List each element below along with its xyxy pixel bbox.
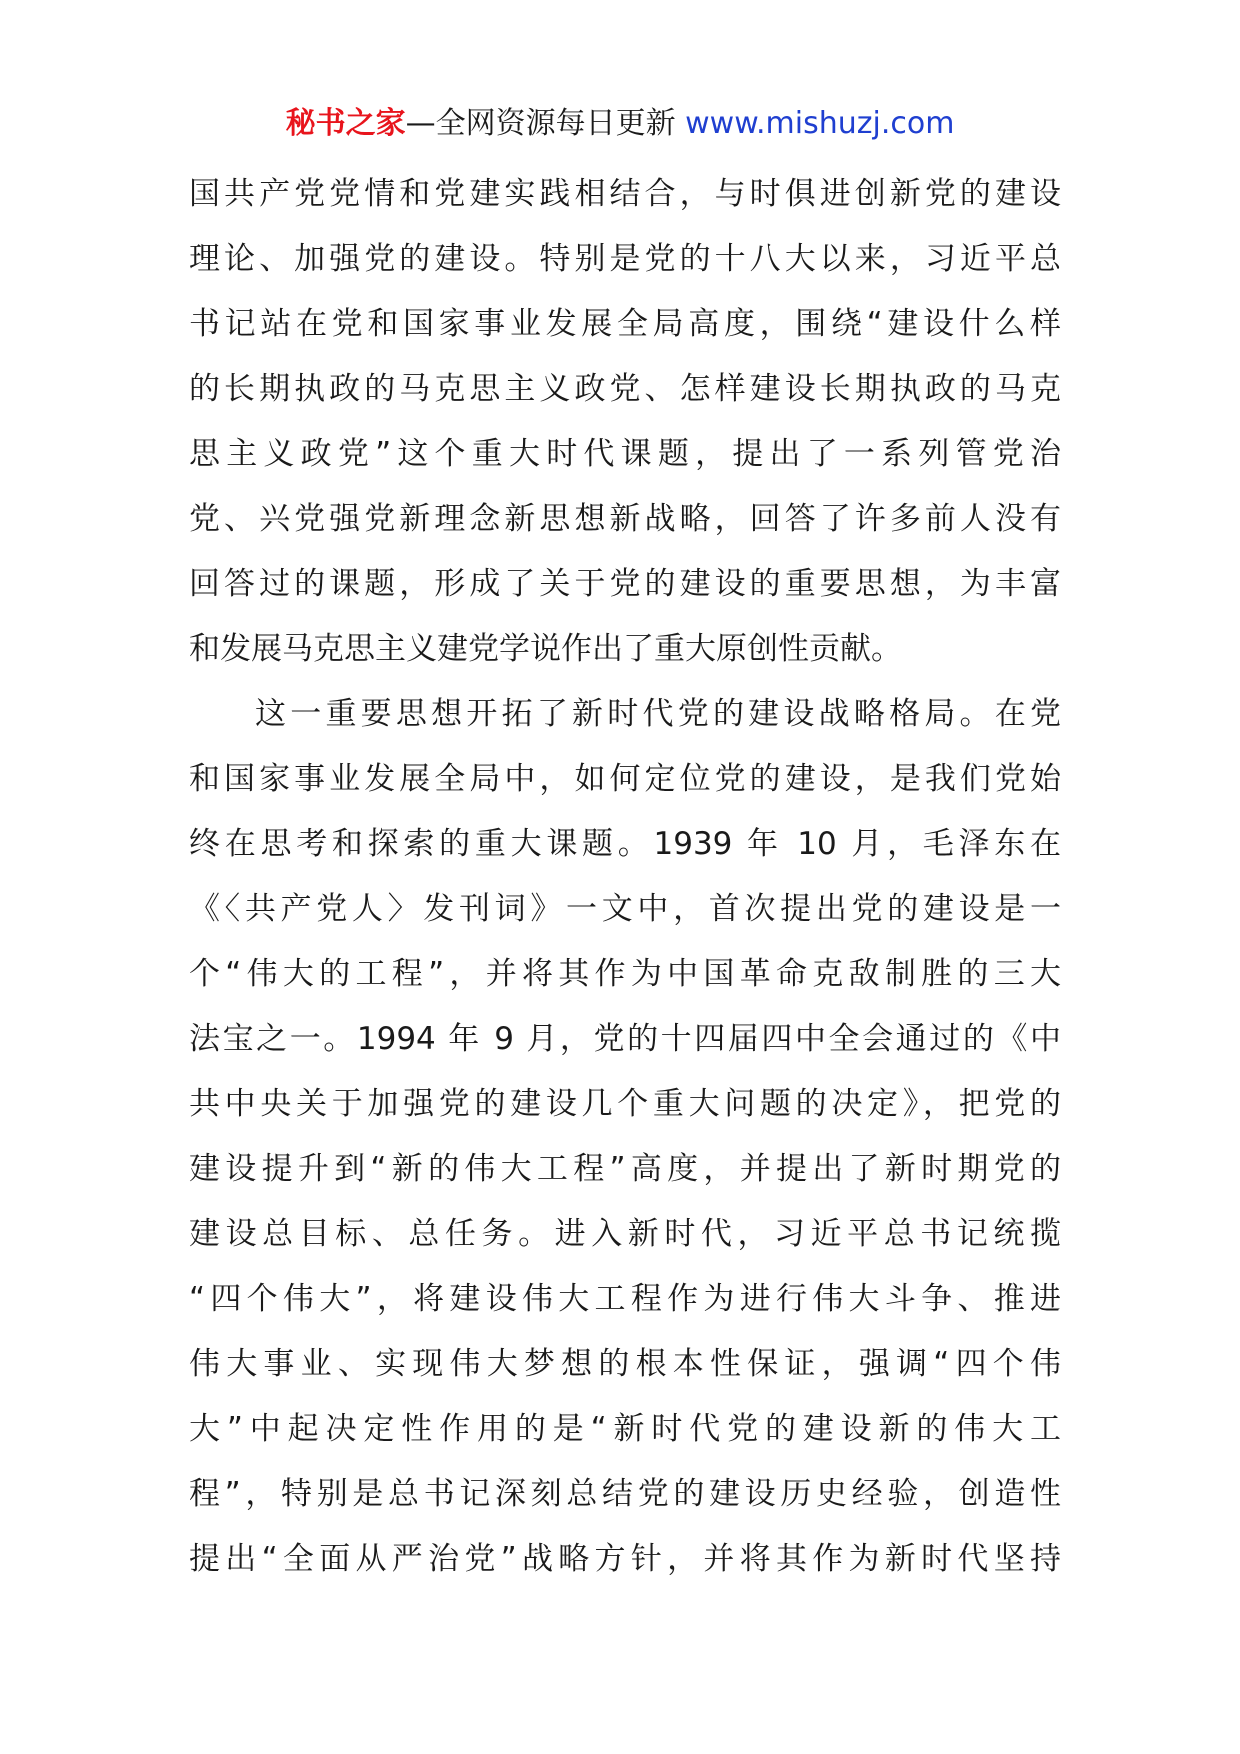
header-tagline: —全网资源每日更新	[405, 106, 676, 141]
text-line: 提出“全面从严治党”战略方针，并将其作为新时代坚持	[189, 1541, 1061, 1577]
text-line: 建设提升到“新的伟大工程”高度，并提出了新时期党的	[189, 1151, 1061, 1187]
text-line: 建设总目标、总任务。进入新时代，习近平总书记统揽	[189, 1216, 1061, 1252]
text-line: 这一重要思想开拓了新时代党的建设战略格局。在党	[255, 696, 1061, 732]
text-line: “四个伟大”，将建设伟大工程作为进行伟大斗争、推进	[189, 1281, 1061, 1317]
text-line: 的长期执政的马克思主义政党、怎样建设长期执政的马克	[189, 371, 1061, 407]
text-line: 理论、加强党的建设。特别是党的十八大以来，习近平总	[189, 241, 1061, 277]
text-line: 国共产党党情和党建实践相结合，与时俱进创新党的建设	[189, 176, 1061, 212]
text-line: 大”中起决定性作用的是“新时代党的建设新的伟大工	[189, 1411, 1061, 1447]
text-line: 思主义政党”这个重大时代课题，提出了一系列管党治	[189, 436, 1061, 472]
brand-name: 秘书之家	[285, 106, 406, 141]
document-body	[189, 162, 1061, 1592]
text-line: 和国家事业发展全局中，如何定位党的建设，是我们党始	[189, 761, 1061, 797]
text-line: 党、兴党强党新理念新思想新战略，回答了许多前人没有	[189, 501, 1061, 537]
text-line: 《〈共产党人〉发刊词》一文中，首次提出党的建设是一	[189, 891, 1061, 927]
text-line: 回答过的课题，形成了关于党的建设的重要思想，为丰富	[189, 566, 1061, 602]
paragraph-1	[189, 162, 1061, 682]
text-line: 个“伟大的工程”，并将其作为中国革命克敌制胜的三大	[189, 956, 1061, 992]
site-url-link[interactable]: www.mishuzj.com	[685, 106, 955, 141]
text-line: 伟大事业、实现伟大梦想的根本性保证，强调“四个伟	[189, 1346, 1061, 1382]
text-line: 书记站在党和国家事业发展全局高度，围绕“建设什么样	[189, 306, 1061, 342]
text-line: 程”，特别是总书记深刻总结党的建设历史经验，创造性	[189, 1476, 1061, 1512]
text-line: 和发展马克思主义建党学说作出了重大原创性贡献。	[189, 631, 902, 667]
page-header	[0, 102, 1240, 146]
paragraph-2	[189, 682, 1061, 1592]
text-line: 终在思考和探索的重大课题。1939 年 10 月，毛泽东在	[189, 826, 1061, 862]
text-line: 法宝之一。1994 年 9 月，党的十四届四中全会通过的《中	[189, 1021, 1061, 1057]
text-line: 共中央关于加强党的建设几个重大问题的决定》，把党的	[189, 1086, 1061, 1122]
